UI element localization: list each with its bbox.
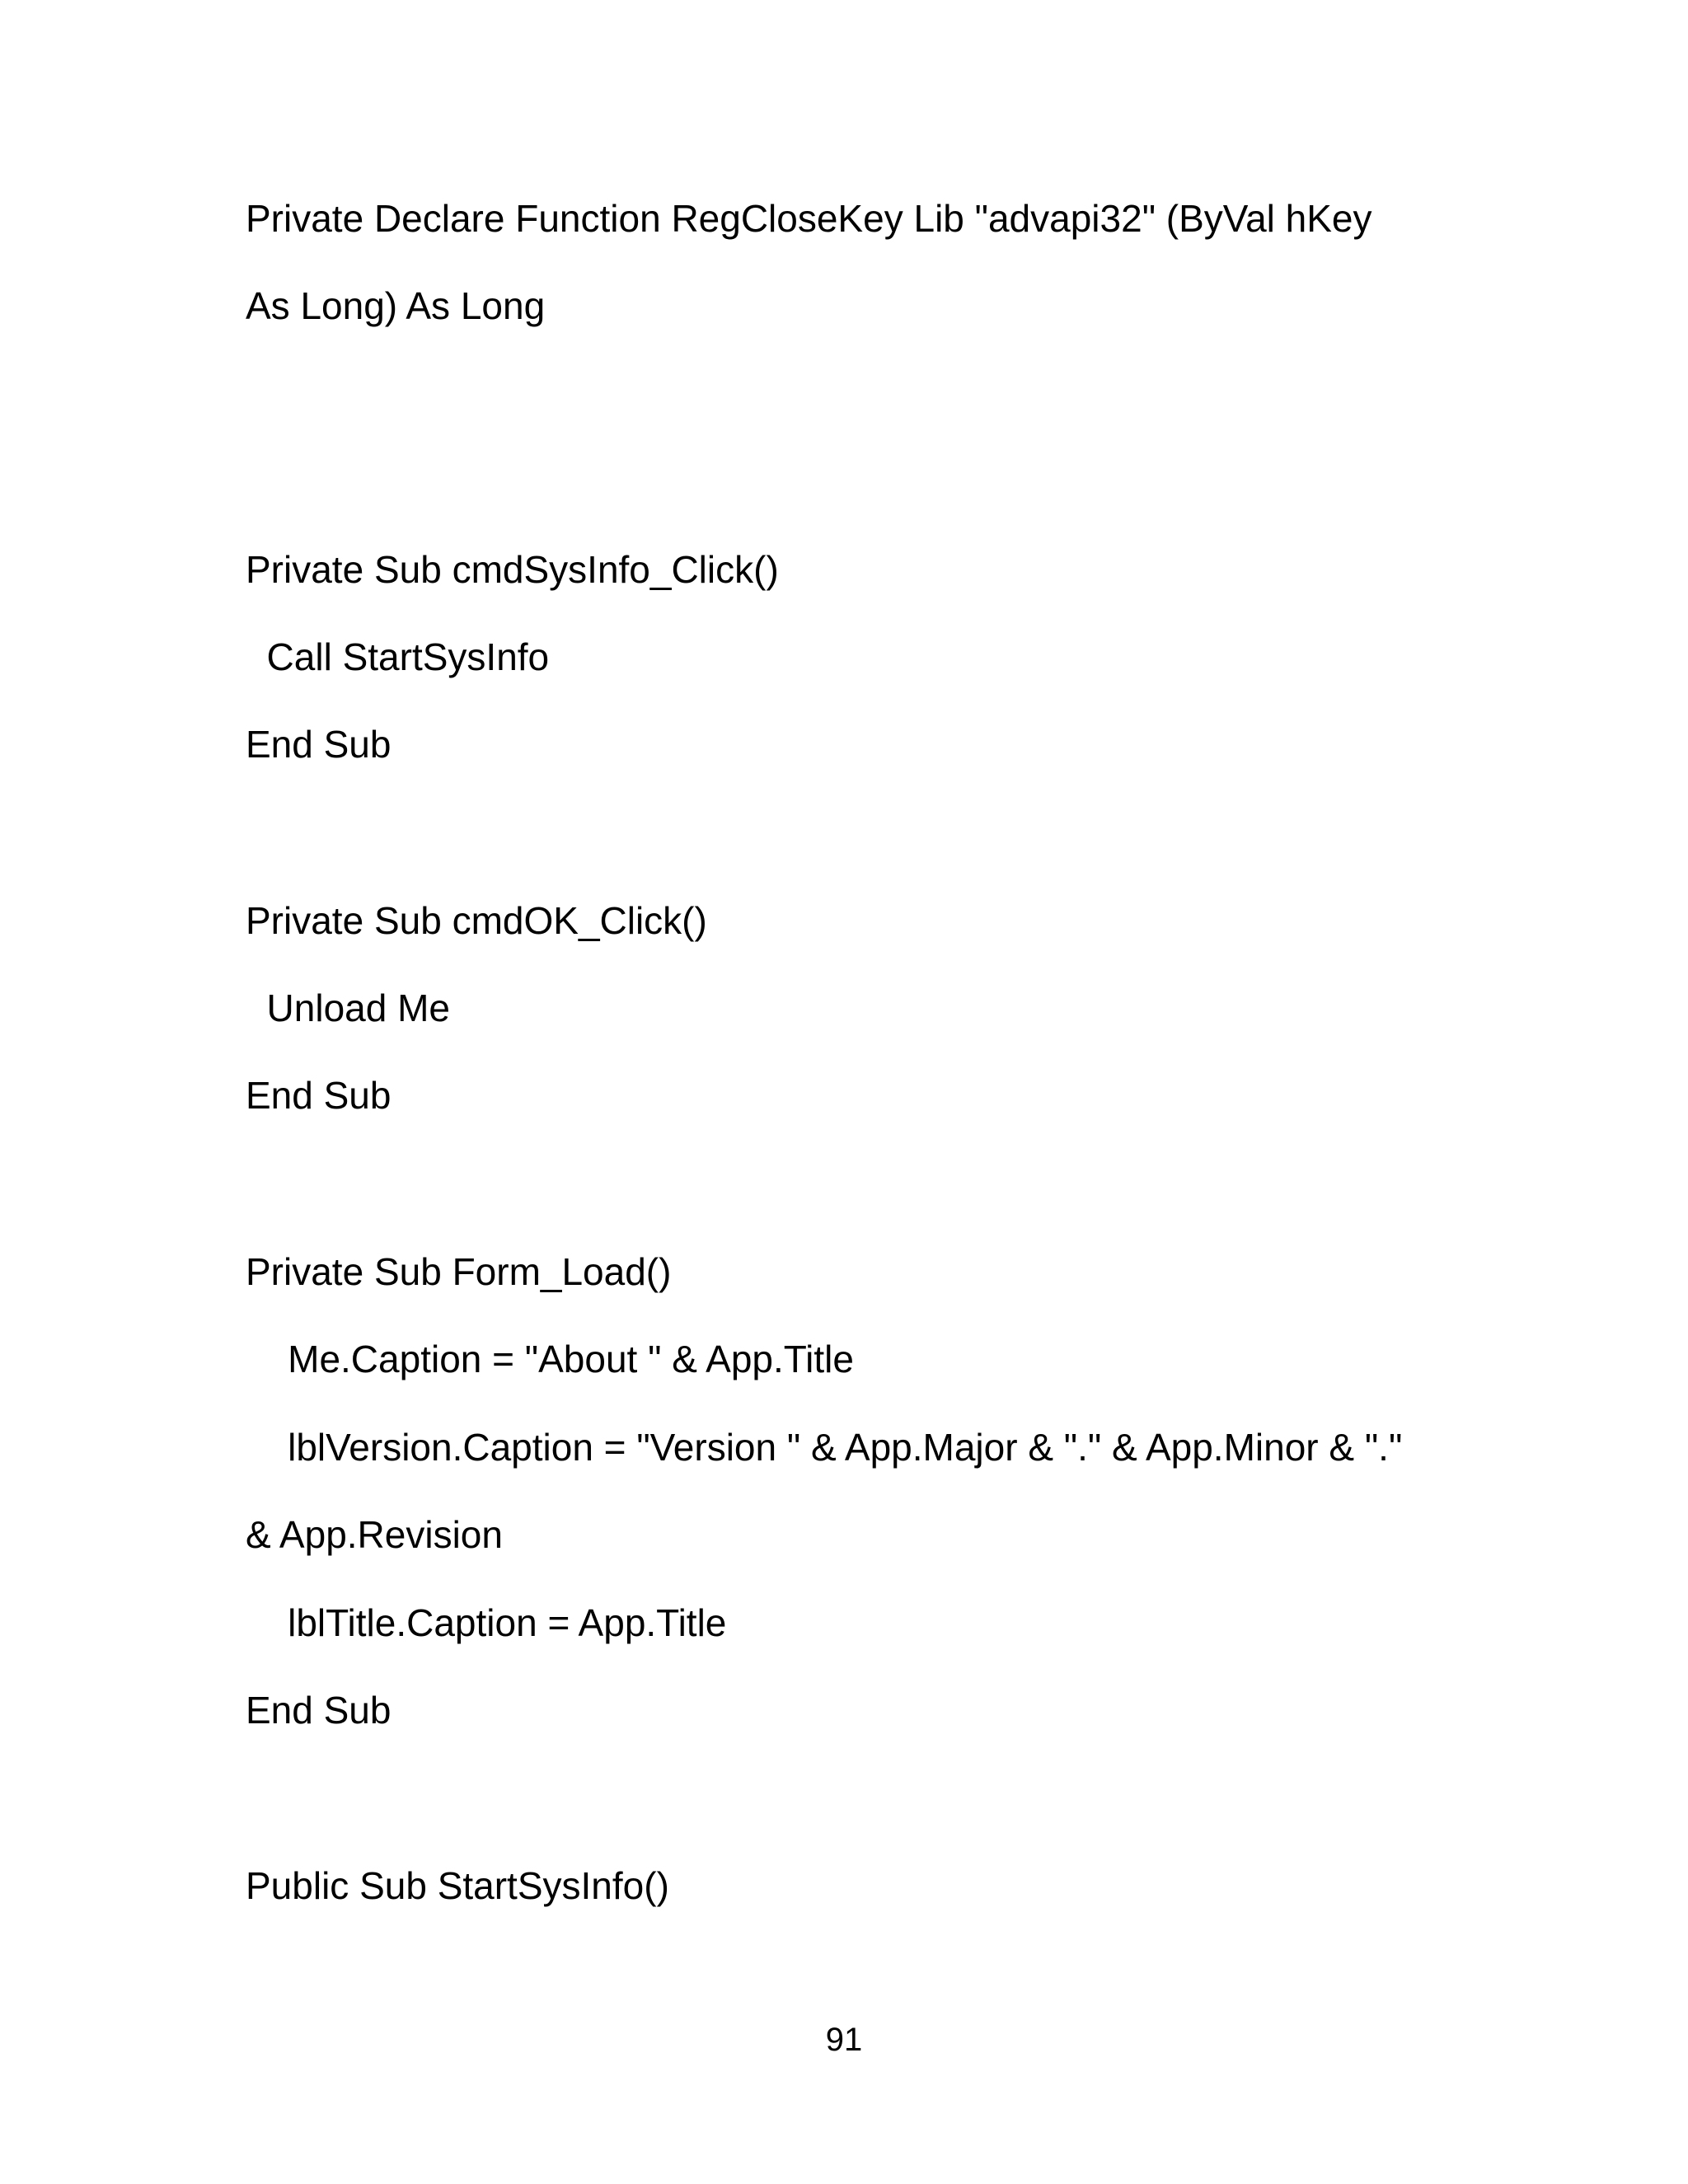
code-line-ok-sub: Private Sub cmdOK_Click() <box>246 899 707 942</box>
code-line-startsysinfo-sub: Public Sub StartSysInfo() <box>246 1864 669 1907</box>
code-line-lbltitle: lblTitle.Caption = App.Title <box>246 1601 727 1644</box>
code-line-end-sub-3: End Sub <box>246 1689 392 1732</box>
page-number: 91 <box>825 2022 863 2058</box>
code-line-unload-me: Unload Me <box>246 987 451 1029</box>
code-line-lblversion-2: & App.Revision <box>246 1513 503 1556</box>
code-line-end-sub-1: End Sub <box>246 723 392 766</box>
code-line-me-caption: Me.Caption = "About " & App.Title <box>246 1338 854 1380</box>
code-line-lblversion-1: lblVersion.Caption = "Version " & App.Major & "." & App.Minor & "." <box>246 1426 1403 1469</box>
code-line-declare-1: Private Declare Function RegCloseKey Lib "advapi32" (ByVal hKey <box>246 197 1372 240</box>
code-line-form-load-sub: Private Sub Form_Load() <box>246 1250 672 1293</box>
code-line-call-startsysinfo: Call StartSysInfo <box>246 635 550 678</box>
code-line-sysinfo-sub: Private Sub cmdSysInfo_Click() <box>246 548 779 591</box>
code-line-declare-2: As Long) As Long <box>246 284 546 327</box>
code-line-end-sub-2: End Sub <box>246 1074 392 1117</box>
